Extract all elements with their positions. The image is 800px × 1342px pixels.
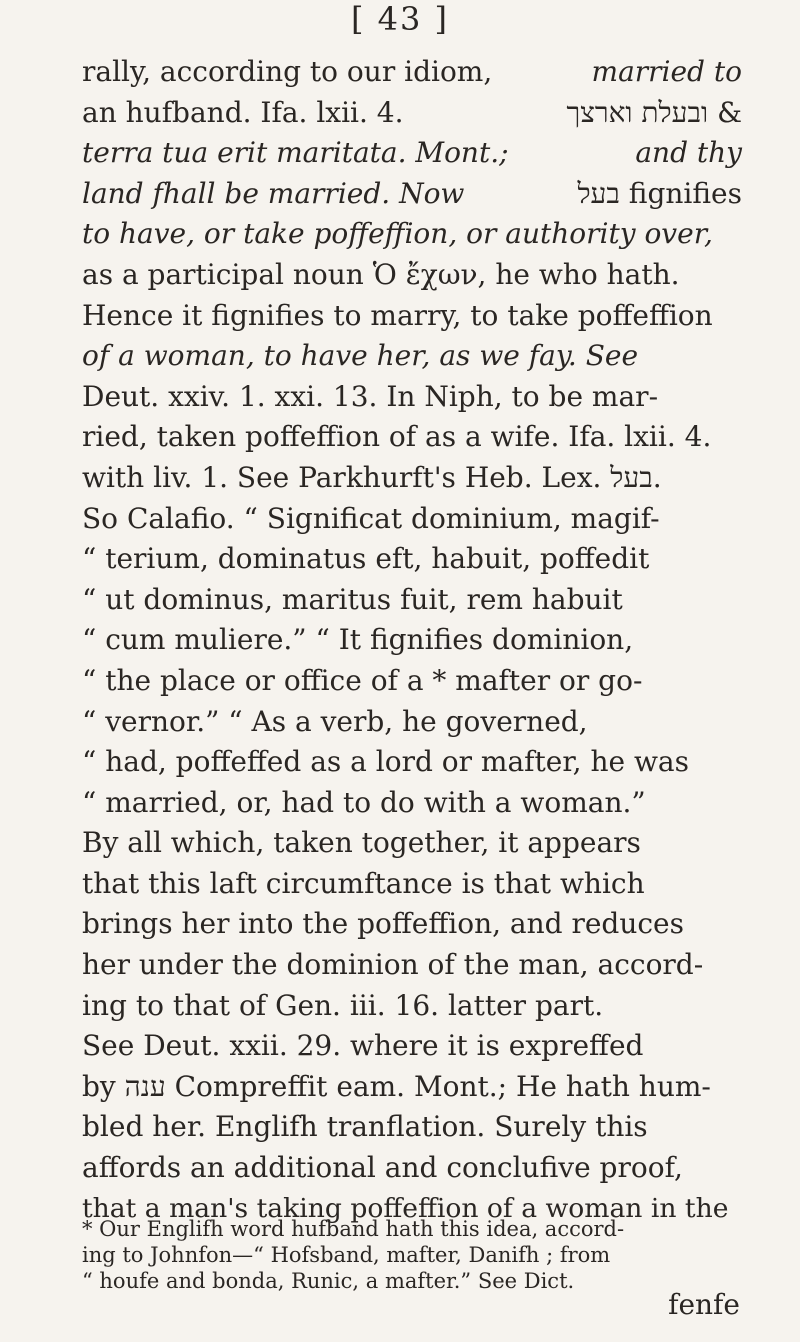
text-line: an hufband. Ifa. lxii. 4. ובעלת וארצך & [82, 95, 742, 129]
page-number: [ 43 ] [350, 0, 450, 38]
text-line: “ vernor.” “ As a verb, he governed, [82, 704, 588, 738]
text-line: ing to that of Gen. iii. 16. latter part. [82, 988, 604, 1022]
text-line: that a man's taking poffeffion of a woman in the [82, 1192, 729, 1224]
body-text [82, 52, 742, 1229]
text-line: her under the dominion of the man, accord- [82, 948, 704, 982]
footnote-line: * Our Englifh word hufband hath this idea, accord- [82, 1217, 625, 1241]
text-line: “ terium, dominatus eft, habuit, poffedit [82, 542, 650, 576]
text-line: “ had, poffeffed as a lord or mafter, he was [82, 745, 689, 779]
text-line: terra tua erit maritata. Mont.; and thy [82, 136, 742, 170]
text-line: land fhall be married. Now בעל fignifies [82, 176, 742, 210]
catchword: fenfe [668, 1288, 740, 1321]
text-line: brings her into the poffeffion, and reduces [82, 907, 684, 941]
footnote-line: “ houfe and bonda, Runic, a mafter.” See Dict. [82, 1269, 575, 1293]
text-line: ried, taken poffeffion of as a wife. Ifa. lxii. 4. [82, 420, 712, 454]
text-line: that this laft circumftance is that which [82, 866, 645, 900]
text-line: rally, according to our idiom, married to [82, 55, 742, 88]
text-line: “ married, or, had to do with a woman.” [82, 785, 646, 819]
text-line: by ענה Compreffit eam. Mont.; He hath hum- [82, 1069, 711, 1103]
text-line: bled her. Englifh tranflation. Surely this [82, 1110, 648, 1144]
text-line: “ the place or office of a * mafter or go- [82, 663, 643, 697]
text-line: So Calafio. “ Significat dominium, magif- [82, 501, 660, 535]
text-line: Deut. xxiv. 1. xxi. 13. In Niph, to be mar- [82, 379, 659, 413]
text-line: to have, or take poffeffion, or authority over, [82, 217, 713, 251]
text-line: as a participal noun Ὁ ἔχων, he who hath. [82, 257, 680, 291]
text-line: By all which, taken together, it appears [82, 826, 641, 860]
footnote [82, 1216, 742, 1294]
text-line: “ cum muliere.” “ It fignifies dominion, [82, 623, 634, 657]
text-line: with liv. 1. See Parkhurft's Heb. Lex. בעל. [82, 460, 662, 494]
text-line: affords an additional and conclufive proof, [82, 1151, 683, 1185]
text-line: See Deut. xxii. 29. where it is expreffed [82, 1029, 644, 1063]
text-line: Hence it fignifies to marry, to take poffeffion [82, 298, 713, 332]
text-line: of a woman, to have her, as we fay. See [82, 339, 639, 373]
footnote-line: ing to Johnfon—“ Hofsband, mafter, Danifh ; from [82, 1243, 611, 1267]
text-line: “ ut dominus, maritus fuit, rem habuit [82, 582, 623, 616]
